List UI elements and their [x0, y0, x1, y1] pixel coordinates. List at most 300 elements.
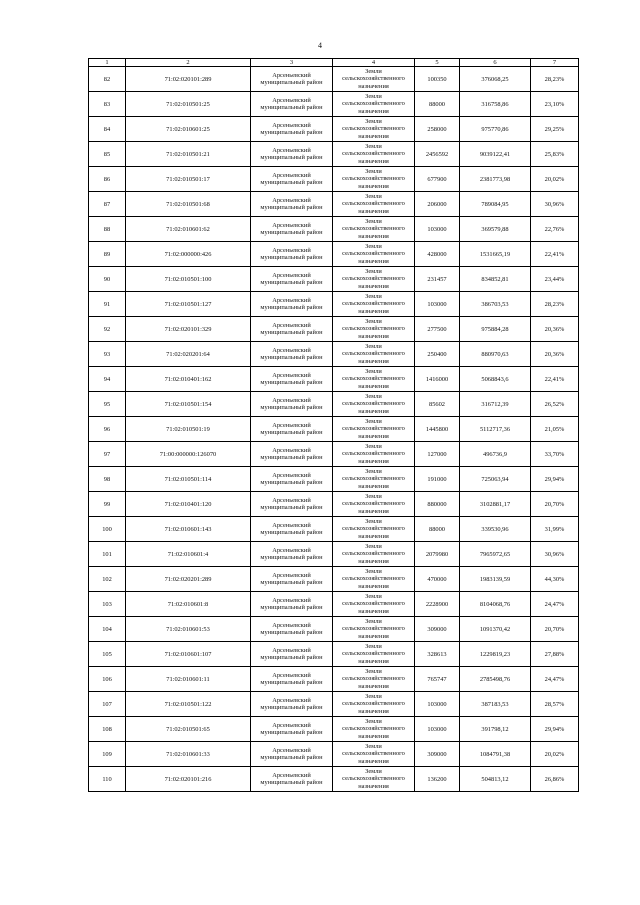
land-category-cell-line: Земли — [365, 418, 382, 426]
district-cell — [251, 592, 333, 617]
area-cell: 231457 — [415, 267, 460, 292]
district-cell-line: муниципальный район — [260, 179, 323, 186]
land-category-cell-line: назначения — [358, 757, 389, 765]
cadastral-number-cell: 71:02:010501:25 — [126, 92, 251, 117]
area-cell: 206000 — [415, 192, 460, 217]
cadastral-number-cell: 71:02:010501:154 — [126, 392, 251, 417]
land-category-cell-line: Земли — [365, 193, 382, 201]
district-cell — [251, 317, 333, 342]
land-category-cell-line: сельскохозяйственного — [342, 625, 405, 633]
land-category-cell-line: Земли — [365, 543, 382, 551]
land-category-cell-line: сельскохозяйственного — [342, 575, 405, 583]
district-cell — [251, 92, 333, 117]
cadastral-number-cell: 71:02:010501:21 — [126, 142, 251, 167]
land-category-cell-line: сельскохозяйственного — [342, 700, 405, 708]
row-number-cell: 83 — [89, 92, 126, 117]
land-category-cell-line: Земли — [365, 668, 382, 676]
land-category-cell-line: сельскохозяйственного — [342, 650, 405, 658]
area-cell: 250400 — [415, 342, 460, 367]
cadastral-number-cell: 71:00:000000:126070 — [126, 442, 251, 467]
district-cell-line: муниципальный район — [260, 704, 323, 711]
area-cell: 103000 — [415, 217, 460, 242]
area-cell: 88000 — [415, 92, 460, 117]
area-cell: 100350 — [415, 67, 460, 92]
district-cell-line: Арсеньевский — [272, 646, 311, 654]
column-number-header: 1 — [89, 59, 126, 67]
cadastral-number-cell: 71:02:010501:19 — [126, 417, 251, 442]
land-category-cell-line: назначения — [358, 507, 389, 515]
land-category-cell-line: Земли — [365, 343, 382, 351]
row-number-cell: 102 — [89, 567, 126, 592]
land-category-cell — [333, 317, 415, 342]
land-category-cell-line: назначения — [358, 157, 389, 165]
land-category-cell-line: назначения — [358, 682, 389, 690]
area-cell: 470000 — [415, 567, 460, 592]
land-category-cell-line: сельскохозяйственного — [342, 475, 405, 483]
area-cell: 103000 — [415, 717, 460, 742]
land-category-cell-line: назначения — [358, 732, 389, 740]
district-cell-line: муниципальный район — [260, 204, 323, 211]
land-category-cell-line: Земли — [365, 218, 382, 226]
row-number-cell: 84 — [89, 117, 126, 142]
cadastral-number-cell: 71:02:010601:53 — [126, 617, 251, 642]
land-category-cell-line: назначения — [358, 482, 389, 490]
area-cell: 2456592 — [415, 142, 460, 167]
land-category-cell-line: сельскохозяйственного — [342, 550, 405, 558]
land-category-cell-line: Земли — [365, 293, 382, 301]
area-cell: 136200 — [415, 767, 460, 792]
table-row — [89, 92, 579, 117]
district-cell — [251, 492, 333, 517]
land-category-cell-line: Земли — [365, 118, 382, 126]
district-cell-line: муниципальный район — [260, 429, 323, 436]
land-category-cell-line: Земли — [365, 693, 382, 701]
district-cell-line: Арсеньевский — [272, 446, 311, 454]
land-category-cell-line: Земли — [365, 393, 382, 401]
land-category-cell-line: назначения — [358, 582, 389, 590]
land-category-cell — [333, 417, 415, 442]
cadastral-value-cell: 834852,81 — [460, 267, 531, 292]
district-cell-line: Арсеньевский — [272, 471, 311, 479]
land-category-cell-line: Земли — [365, 643, 382, 651]
cadastral-value-cell: 496736,9 — [460, 442, 531, 467]
district-cell-line: Арсеньевский — [272, 371, 311, 379]
cadastral-value-cell: 316712,39 — [460, 392, 531, 417]
land-category-cell-line: сельскохозяйственного — [342, 200, 405, 208]
district-cell — [251, 742, 333, 767]
district-cell-line: муниципальный район — [260, 79, 323, 86]
land-category-cell-line: назначения — [358, 107, 389, 115]
area-cell: 277500 — [415, 317, 460, 342]
land-category-cell-line: назначения — [358, 182, 389, 190]
table-row — [89, 292, 579, 317]
percent-cell: 31,99% — [531, 517, 579, 542]
cadastral-value-cell: 2381773,98 — [460, 167, 531, 192]
land-category-cell — [333, 767, 415, 792]
land-category-cell-line: сельскохозяйственного — [342, 225, 405, 233]
land-category-cell-line: Земли — [365, 518, 382, 526]
row-number-cell: 93 — [89, 342, 126, 367]
table-row — [89, 242, 579, 267]
percent-cell: 23,44% — [531, 267, 579, 292]
cadastral-value-cell: 369579,88 — [460, 217, 531, 242]
land-category-cell — [333, 67, 415, 92]
table-row — [89, 642, 579, 667]
district-cell-line: Арсеньевский — [272, 671, 311, 679]
district-cell — [251, 292, 333, 317]
land-category-cell — [333, 717, 415, 742]
percent-cell: 20,36% — [531, 342, 579, 367]
percent-cell: 29,25% — [531, 117, 579, 142]
row-number-cell: 107 — [89, 692, 126, 717]
district-cell-line: Арсеньевский — [272, 496, 311, 504]
district-cell-line: муниципальный район — [260, 379, 323, 386]
land-category-cell-line: назначения — [358, 432, 389, 440]
district-cell — [251, 142, 333, 167]
district-cell-line: муниципальный район — [260, 504, 323, 511]
land-category-cell-line: назначения — [358, 382, 389, 390]
district-cell-line: муниципальный район — [260, 579, 323, 586]
district-cell — [251, 417, 333, 442]
area-cell: 88000 — [415, 517, 460, 542]
column-number-row — [89, 59, 579, 67]
land-category-cell — [333, 642, 415, 667]
table-row — [89, 267, 579, 292]
percent-cell: 29,94% — [531, 717, 579, 742]
district-cell-line: Арсеньевский — [272, 771, 311, 779]
land-category-cell — [333, 167, 415, 192]
land-category-cell-line: Земли — [365, 243, 382, 251]
cadastral-value-cell: 880970,63 — [460, 342, 531, 367]
land-category-cell — [333, 392, 415, 417]
district-cell-line: муниципальный район — [260, 629, 323, 636]
land-category-cell — [333, 217, 415, 242]
district-cell-line: муниципальный район — [260, 604, 323, 611]
row-number-cell: 106 — [89, 667, 126, 692]
row-number-cell: 100 — [89, 517, 126, 542]
percent-cell: 28,57% — [531, 692, 579, 717]
land-category-cell — [333, 367, 415, 392]
table-row — [89, 617, 579, 642]
district-cell — [251, 67, 333, 92]
cadastral-number-cell: 71:02:020101:216 — [126, 767, 251, 792]
land-category-cell-line: Земли — [365, 368, 382, 376]
land-category-cell — [333, 117, 415, 142]
cadastral-number-cell: 71:02:010501:65 — [126, 717, 251, 742]
land-category-cell-line: сельскохозяйственного — [342, 175, 405, 183]
area-cell: 2228900 — [415, 592, 460, 617]
row-number-cell: 104 — [89, 617, 126, 642]
district-cell — [251, 467, 333, 492]
table-row — [89, 217, 579, 242]
district-cell-line: Арсеньевский — [272, 746, 311, 754]
district-cell-line: муниципальный район — [260, 229, 323, 236]
land-category-cell-line: сельскохозяйственного — [342, 375, 405, 383]
row-number-cell: 90 — [89, 267, 126, 292]
table-row — [89, 592, 579, 617]
cadastral-number-cell: 71:02:010601:25 — [126, 117, 251, 142]
cadastral-value-cell: 3102881,17 — [460, 492, 531, 517]
district-cell-line: Арсеньевский — [272, 696, 311, 704]
district-cell-line: Арсеньевский — [272, 396, 311, 404]
percent-cell: 28,23% — [531, 292, 579, 317]
cadastral-value-cell: 387183,53 — [460, 692, 531, 717]
cadastral-number-cell: 71:02:010401:162 — [126, 367, 251, 392]
district-cell-line: муниципальный район — [260, 304, 323, 311]
cadastral-value-cell: 2785498,76 — [460, 667, 531, 692]
district-cell — [251, 442, 333, 467]
district-cell-line: Арсеньевский — [272, 196, 311, 204]
land-category-cell-line: Земли — [365, 493, 382, 501]
cadastral-number-cell: 71:02:020201:64 — [126, 342, 251, 367]
district-cell-line: муниципальный район — [260, 679, 323, 686]
district-cell-line: муниципальный район — [260, 479, 323, 486]
land-category-cell-line: сельскохозяйственного — [342, 400, 405, 408]
district-cell-line: муниципальный район — [260, 754, 323, 761]
table-row — [89, 192, 579, 217]
cadastral-number-cell: 71:02:010601:143 — [126, 517, 251, 542]
district-cell-line: муниципальный район — [260, 329, 323, 336]
district-cell — [251, 717, 333, 742]
land-category-cell-line: Земли — [365, 443, 382, 451]
percent-cell: 20,36% — [531, 317, 579, 342]
land-category-cell-line: назначения — [358, 357, 389, 365]
land-category-cell-line: сельскохозяйственного — [342, 250, 405, 258]
district-cell-line: Арсеньевский — [272, 721, 311, 729]
district-cell-line: Арсеньевский — [272, 71, 311, 79]
cadastral-number-cell: 71:02:010501:114 — [126, 467, 251, 492]
table-row — [89, 67, 579, 92]
district-cell — [251, 217, 333, 242]
area-cell: 191000 — [415, 467, 460, 492]
table-row — [89, 767, 579, 792]
percent-cell: 20,70% — [531, 492, 579, 517]
row-number-cell: 99 — [89, 492, 126, 517]
area-cell: 880000 — [415, 492, 460, 517]
land-category-cell-line: сельскохозяйственного — [342, 275, 405, 283]
table-row — [89, 417, 579, 442]
district-cell-line: Арсеньевский — [272, 621, 311, 629]
district-cell-line: Арсеньевский — [272, 146, 311, 154]
district-cell-line: Арсеньевский — [272, 296, 311, 304]
district-cell — [251, 542, 333, 567]
row-number-cell: 101 — [89, 542, 126, 567]
cadastral-number-cell: 71:02:020101:289 — [126, 67, 251, 92]
district-cell-line: Арсеньевский — [272, 271, 311, 279]
table-row — [89, 717, 579, 742]
land-category-cell — [333, 592, 415, 617]
column-number-header: 4 — [333, 59, 415, 67]
district-cell-line: Арсеньевский — [272, 596, 311, 604]
district-cell — [251, 167, 333, 192]
column-number-header: 2 — [126, 59, 251, 67]
district-cell — [251, 642, 333, 667]
area-cell: 258000 — [415, 117, 460, 142]
land-category-cell-line: назначения — [358, 82, 389, 90]
row-number-cell: 103 — [89, 592, 126, 617]
percent-cell: 28,23% — [531, 67, 579, 92]
cadastral-value-cell: 1229819,23 — [460, 642, 531, 667]
percent-cell: 30,96% — [531, 542, 579, 567]
cadastral-number-cell: 71:02:010501:68 — [126, 192, 251, 217]
district-cell-line: муниципальный район — [260, 729, 323, 736]
land-plots-table — [88, 58, 579, 792]
cadastral-value-cell: 1531665,19 — [460, 242, 531, 267]
land-category-cell-line: сельскохозяйственного — [342, 450, 405, 458]
percent-cell: 24,47% — [531, 592, 579, 617]
percent-cell: 27,88% — [531, 642, 579, 667]
district-cell-line: муниципальный район — [260, 354, 323, 361]
district-cell-line: муниципальный район — [260, 154, 323, 161]
row-number-cell: 105 — [89, 642, 126, 667]
area-cell: 103000 — [415, 292, 460, 317]
area-cell: 309000 — [415, 617, 460, 642]
area-cell: 2079980 — [415, 542, 460, 567]
area-cell: 85602 — [415, 392, 460, 417]
district-cell-line: муниципальный район — [260, 554, 323, 561]
row-number-cell: 97 — [89, 442, 126, 467]
cadastral-value-cell: 7965972,65 — [460, 542, 531, 567]
district-cell-line: Арсеньевский — [272, 571, 311, 579]
row-number-cell: 85 — [89, 142, 126, 167]
land-category-cell — [333, 667, 415, 692]
land-category-cell-line: назначения — [358, 557, 389, 565]
row-number-cell: 108 — [89, 717, 126, 742]
district-cell-line: Арсеньевский — [272, 121, 311, 129]
district-cell — [251, 117, 333, 142]
land-category-cell-line: назначения — [358, 332, 389, 340]
district-cell — [251, 667, 333, 692]
cadastral-value-cell: 386703,53 — [460, 292, 531, 317]
cadastral-number-cell: 71:02:010601:4 — [126, 542, 251, 567]
land-category-cell-line: назначения — [358, 532, 389, 540]
land-category-cell-line: сельскохозяйственного — [342, 325, 405, 333]
table-row — [89, 517, 579, 542]
area-cell: 127000 — [415, 442, 460, 467]
land-category-cell-line: назначения — [358, 632, 389, 640]
land-category-cell — [333, 692, 415, 717]
row-number-cell: 89 — [89, 242, 126, 267]
land-category-cell-line: Земли — [365, 93, 382, 101]
cadastral-number-cell: 71:02:000000:426 — [126, 242, 251, 267]
land-category-cell — [333, 242, 415, 267]
district-cell-line: Арсеньевский — [272, 246, 311, 254]
land-category-cell-line: назначения — [358, 207, 389, 215]
percent-cell: 33,70% — [531, 442, 579, 467]
land-category-cell — [333, 192, 415, 217]
land-category-cell-line: Земли — [365, 143, 382, 151]
land-category-cell-line: назначения — [358, 132, 389, 140]
column-number-header: 3 — [251, 59, 333, 67]
table-row — [89, 742, 579, 767]
land-category-cell-line: назначения — [358, 607, 389, 615]
land-category-cell-line: Земли — [365, 593, 382, 601]
land-category-cell-line: Земли — [365, 618, 382, 626]
district-cell-line: Арсеньевский — [272, 421, 311, 429]
table-row — [89, 342, 579, 367]
table-row — [89, 567, 579, 592]
row-number-cell: 91 — [89, 292, 126, 317]
land-category-cell-line: Земли — [365, 468, 382, 476]
area-cell: 309000 — [415, 742, 460, 767]
cadastral-number-cell: 71:02:010601:107 — [126, 642, 251, 667]
cadastral-value-cell: 975770,86 — [460, 117, 531, 142]
district-cell-line: муниципальный район — [260, 529, 323, 536]
land-category-cell — [333, 142, 415, 167]
area-cell: 328613 — [415, 642, 460, 667]
area-cell: 103000 — [415, 692, 460, 717]
table-row — [89, 367, 579, 392]
cadastral-number-cell: 71:02:010501:122 — [126, 692, 251, 717]
cadastral-value-cell: 725063,94 — [460, 467, 531, 492]
area-cell: 677900 — [415, 167, 460, 192]
percent-cell: 22,41% — [531, 367, 579, 392]
percent-cell: 22,76% — [531, 217, 579, 242]
land-category-cell-line: сельскохозяйственного — [342, 750, 405, 758]
land-category-cell — [333, 742, 415, 767]
land-category-cell — [333, 517, 415, 542]
cadastral-value-cell: 9039122,41 — [460, 142, 531, 167]
land-category-cell-line: назначения — [358, 282, 389, 290]
area-cell: 765747 — [415, 667, 460, 692]
column-number-header: 5 — [415, 59, 460, 67]
land-category-cell-line: сельскохозяйственного — [342, 150, 405, 158]
table-row — [89, 392, 579, 417]
cadastral-value-cell: 1983139,59 — [460, 567, 531, 592]
land-category-cell — [333, 617, 415, 642]
district-cell — [251, 692, 333, 717]
district-cell-line: Арсеньевский — [272, 546, 311, 554]
district-cell — [251, 392, 333, 417]
cadastral-number-cell: 71:02:010601:62 — [126, 217, 251, 242]
table-row — [89, 667, 579, 692]
cadastral-number-cell: 71:02:020201:289 — [126, 567, 251, 592]
land-category-cell-line: назначения — [358, 457, 389, 465]
land-category-cell-line: сельскохозяйственного — [342, 500, 405, 508]
land-category-cell — [333, 92, 415, 117]
table-row — [89, 317, 579, 342]
land-category-cell — [333, 567, 415, 592]
land-category-cell-line: сельскохозяйственного — [342, 75, 405, 83]
cadastral-value-cell: 391798,12 — [460, 717, 531, 742]
table-row — [89, 542, 579, 567]
land-category-cell-line: назначения — [358, 407, 389, 415]
cadastral-number-cell: 71:02:010601:33 — [126, 742, 251, 767]
land-category-cell-line: сельскохозяйственного — [342, 600, 405, 608]
district-cell — [251, 242, 333, 267]
district-cell-line: муниципальный район — [260, 129, 323, 136]
district-cell — [251, 192, 333, 217]
row-number-cell: 98 — [89, 467, 126, 492]
percent-cell: 20,02% — [531, 742, 579, 767]
page-number: 4 — [318, 41, 322, 50]
land-category-cell — [333, 492, 415, 517]
land-category-cell — [333, 542, 415, 567]
percent-cell: 25,83% — [531, 142, 579, 167]
row-number-cell: 87 — [89, 192, 126, 217]
land-category-cell-line: назначения — [358, 307, 389, 315]
land-category-cell-line: Земли — [365, 268, 382, 276]
cadastral-number-cell: 71:02:020101:329 — [126, 317, 251, 342]
column-number-header: 6 — [460, 59, 531, 67]
percent-cell: 26,52% — [531, 392, 579, 417]
row-number-cell: 94 — [89, 367, 126, 392]
land-category-cell-line: Земли — [365, 168, 382, 176]
district-cell — [251, 517, 333, 542]
district-cell — [251, 617, 333, 642]
land-category-cell-line: Земли — [365, 68, 382, 76]
percent-cell: 29,94% — [531, 467, 579, 492]
